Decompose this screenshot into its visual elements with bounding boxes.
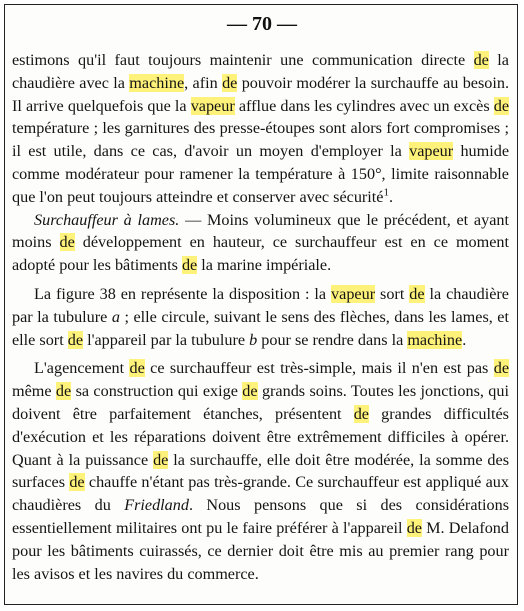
highlighted-word: de xyxy=(55,382,72,401)
paragraph xyxy=(12,209,509,277)
body-text xyxy=(12,49,509,585)
text-run: l'appareil par la tubulure xyxy=(83,330,250,349)
highlighted-word: de xyxy=(69,473,85,492)
text-run: . xyxy=(388,187,394,206)
paragraph xyxy=(12,357,509,585)
text-run: la chaudière par la tubulure xyxy=(12,284,509,326)
text-run: sa construction qui exige xyxy=(71,382,243,401)
page-number: — 70 — xyxy=(227,13,297,35)
highlighted-word: de xyxy=(129,359,145,378)
text-run: la surchauffe, elle doit être modérée, la somme des surfaces xyxy=(12,450,510,492)
text-run: , afin xyxy=(184,73,223,92)
highlighted-word: de xyxy=(153,450,169,469)
text-run: la marine impériale. xyxy=(197,256,332,275)
text-run: ; elle circule, suivant le sens des flèches, dans les lames, et elle sort xyxy=(12,307,509,349)
text-run: la chaudière avec la xyxy=(12,51,509,92)
text-run: même xyxy=(12,382,56,401)
highlighted-word: machine xyxy=(407,330,463,349)
highlighted-word: de xyxy=(409,284,425,303)
highlighted-word: de xyxy=(67,330,84,349)
italic-text: b xyxy=(249,330,258,349)
text-run: grands soins. Toutes les jonctions, qui doivent être parfaitement étanches, présentent xyxy=(12,382,509,423)
highlighted-word: de xyxy=(181,256,198,275)
highlighted-word: de xyxy=(59,233,75,252)
text-run: estimons qu'il faut toujours maintenir une communication directe xyxy=(12,51,474,69)
highlighted-word: de xyxy=(406,518,422,537)
text-run: M. Delafond pour les bâtiments cuirassés, ce dernier doit être mis au premier rang pour les avisos et les navires du commerce. xyxy=(12,518,509,583)
text-run: pour se rendre dans la xyxy=(257,330,408,349)
text-run: température ; les garnitures des presse-étoupes sont alors fort compromises ; il est utile, dans ce cas, d'avoir un moyen d'employer la xyxy=(12,119,509,161)
highlighted-word: de xyxy=(493,359,509,378)
highlighted-word: vapeur xyxy=(190,96,235,115)
footnote-marker: 1 xyxy=(383,186,389,199)
highlighted-word: de xyxy=(493,96,509,115)
text-run: L'agencement xyxy=(34,359,130,378)
text-run: ce surchauffeur est très-simple, mais il n'en est pas xyxy=(144,359,494,378)
paragraph xyxy=(12,49,509,209)
highlighted-word: de xyxy=(242,382,258,401)
text-run: afflue dans les cylindres avec un excès xyxy=(234,96,494,115)
text-run: chauffe n'étant pas très-grande. Ce surchauffeur est appliqué aux chaudières du xyxy=(12,473,509,515)
text-run: — Moins volumineux que le précédent, et ayant moins xyxy=(12,210,509,252)
italic-text: a xyxy=(111,307,120,326)
text-run: pouvoir modérer la surchauffe au besoin. Il arrive quelquefois que la xyxy=(12,73,510,115)
text-run: humide comme modérateur pour ramener la température à 150°, limite raisonnable que l'on peut toujours atteindre et conserver avec sécurité xyxy=(12,142,510,206)
text-run: sort xyxy=(375,284,410,303)
italic-text: Friedland xyxy=(124,496,189,515)
paragraph xyxy=(12,283,509,351)
text-run: . Nous pensons que si des considérations essentiellement militaires ont pu le faire préférer à l'appareil xyxy=(12,496,509,537)
highlighted-word: vapeur xyxy=(409,142,454,161)
highlighted-word: machine xyxy=(129,73,185,92)
text-run: . xyxy=(462,330,467,349)
highlighted-word: de xyxy=(222,73,238,92)
text-run: La figure 38 en représente la disposition : la xyxy=(34,284,332,303)
text-run: développement en hauteur, ce surchauffeur est en ce moment adopté pour les bâtiments xyxy=(12,233,510,275)
italic-text: Surchauffeur à lames. xyxy=(34,210,180,229)
highlighted-word: de xyxy=(353,404,369,423)
text-run: grandes difficultés d'exécution et les réparations doivent être extrêmement difficiles à opérer. Quant à la puissance xyxy=(12,404,509,469)
highlighted-word: vapeur xyxy=(331,284,376,303)
highlighted-word: de xyxy=(473,51,489,69)
